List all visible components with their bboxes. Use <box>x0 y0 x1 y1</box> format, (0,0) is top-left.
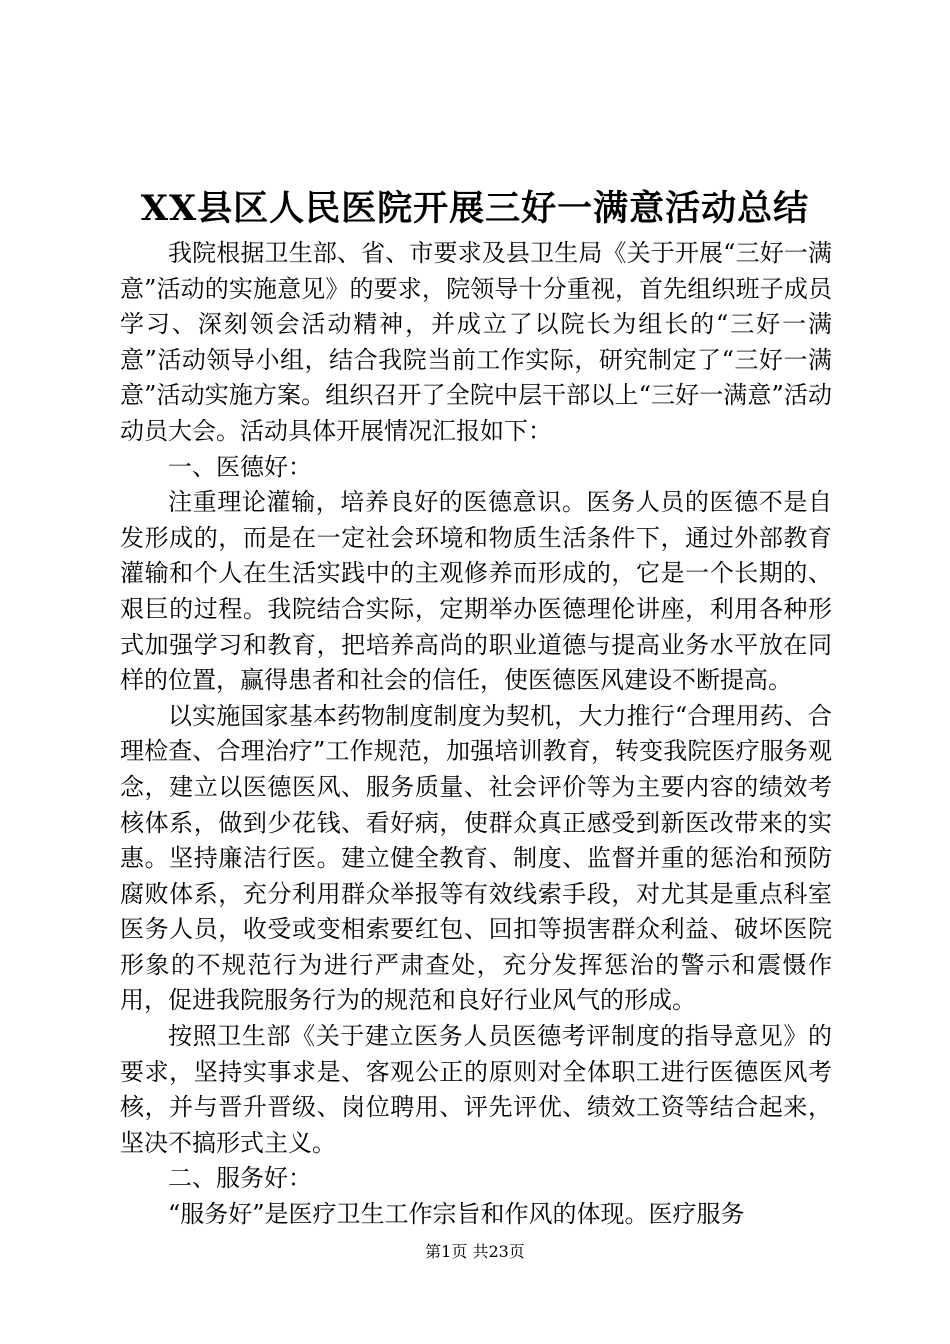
paragraph-intro: 我院根据卫生部、省、市要求及县卫生局《关于开展“三好一满意”活动的实施意见》的要求，院领导十分重视，首先组织班子成员学习、深刻领会活动精神，并成立了以院长为组长的“三好一满意”活动领导小组，结合我院当前工作实际，研究制定了“三好一满意”活动实施方案。组织召开了全院中层干部以上“三好一满意”活动动员大会。活动具体开展情况汇报如下： <box>120 239 832 445</box>
section-heading-medical-ethics: 一、医德好： <box>168 452 312 481</box>
paragraph-service-intro: “服务好”是医疗卫生工作宗旨和作风的体现。医疗服务 <box>168 1200 745 1229</box>
page-footer: 第1页 共23页 <box>425 1242 525 1261</box>
paragraph-drug-system: 以实施国家基本药物制度制度为契机，大力推行“合理用药、合理检查、合理治疗”工作规范，加强培训教育，转变我院医疗服务观念，建立以医德医风、服务质量、社会评价等为主要内容的绩效考核体系，做到少花钱、看好病，使群众真正感受到新医改带来的实惠。坚持廉洁行医。建立健全教育、制度、监督并重的惩治和预防腐败体系，充分利用群众举报等有效线索手段，对尤其是重点科室医务人员，收受或变相索要红包、回扣等损害群众利益、破坏医院形象的不规范行为进行严肃查处，充分发挥惩治的警示和震慑作用，促进我院服务行为的规范和良好行业风气的形成。 <box>120 701 832 1015</box>
paragraph-ethics-education: 注重理论灌输，培养良好的医德意识。医务人员的医德不是自发形成的，而是在一定社会环境和物质生活条件下，通过外部教育灌输和个人在生活实践中的主观修养而形成的，它是一个长期的、艰巨的过程。我院结合实际，定期举办医德理伦讲座，利用各种形式加强学习和教育，把培养高尚的职业道德与提高业务水平放在同样的位置，赢得患者和社会的信任，使医德医风建设不断提高。 <box>120 488 832 695</box>
paragraph-ethics-assessment: 按照卫生部《关于建立医务人员医德考评制度的指导意见》的要求，坚持实事求是、客观公正的原则对全体职工进行医德医风考核，并与晋升晋级、岗位聘用、评先评优、绩效工资等结合起来，坚决不搞形式主义。 <box>120 1022 832 1157</box>
document-body <box>120 236 832 1233</box>
section-heading-service: 二、服务好： <box>168 1164 312 1193</box>
document-title: XX县区人民医院开展三好一满意活动总结 <box>140 188 810 229</box>
